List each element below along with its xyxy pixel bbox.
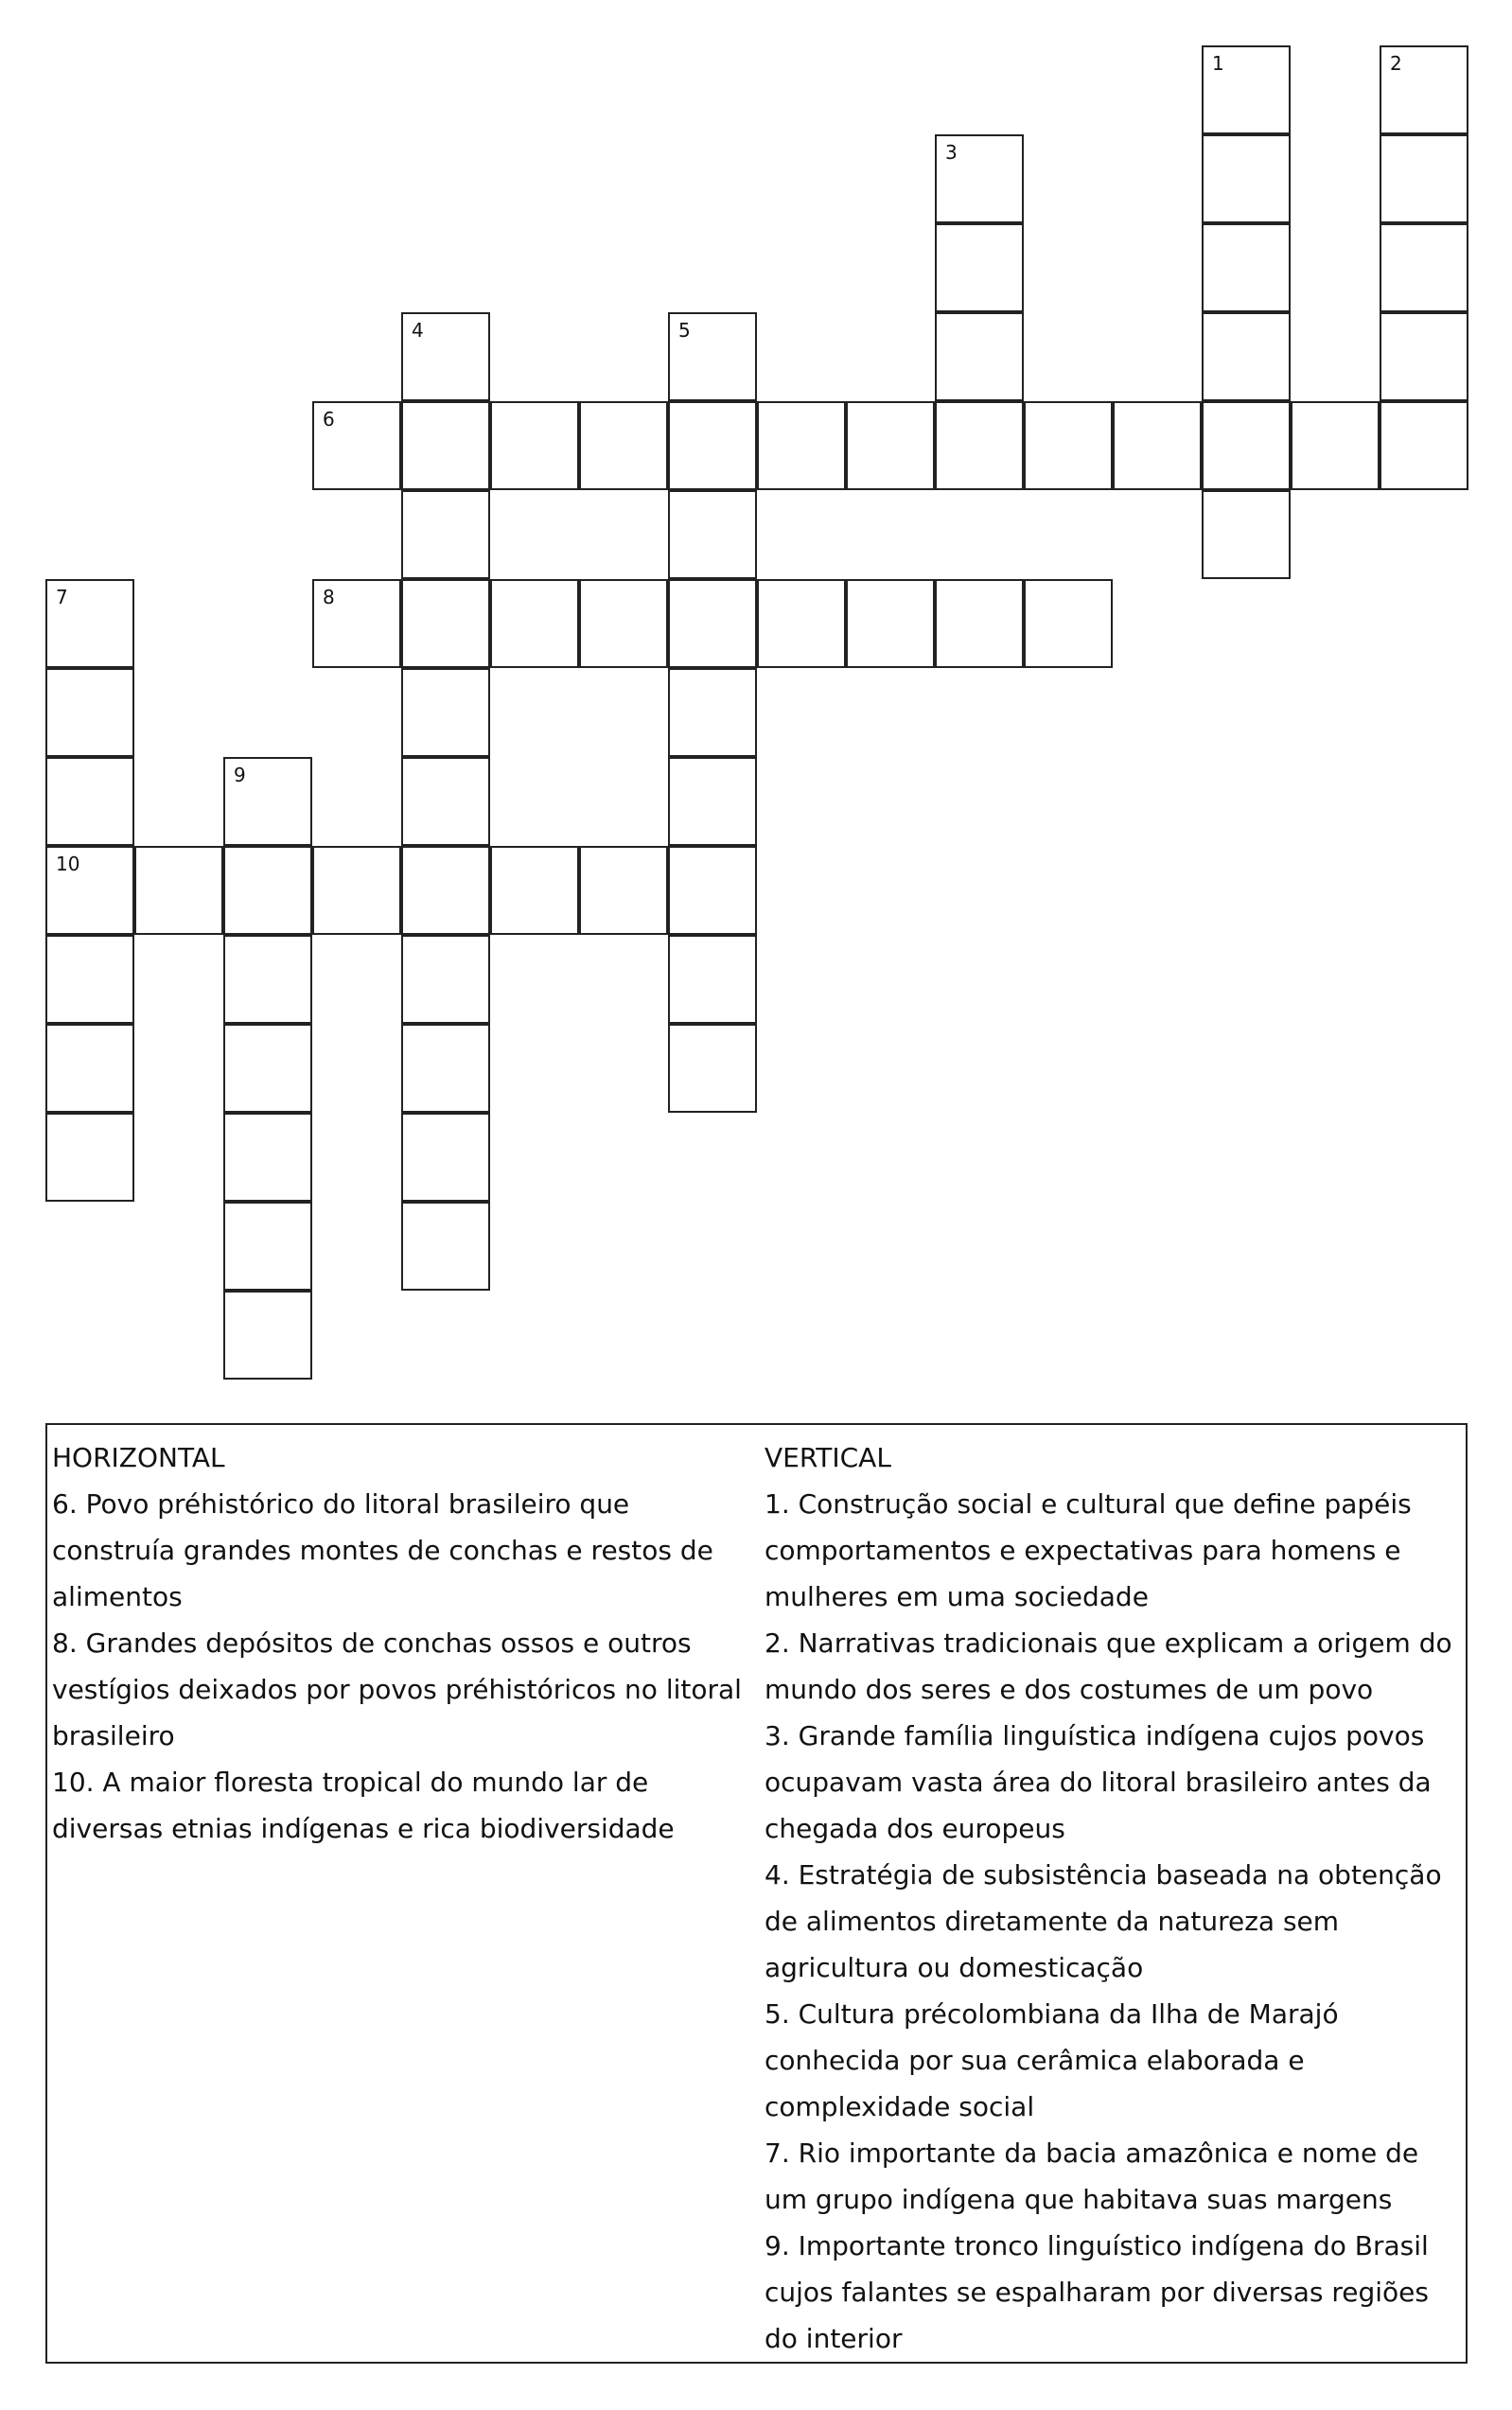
clue-vertical-2: 2. Narrativas tradicionais que explicam a origem do mundo dos seres e dos costumes de um povo [765,1627,1452,1705]
grid-cell[interactable] [223,1024,312,1113]
grid-cell[interactable] [579,579,668,668]
grid-cell[interactable] [401,490,490,579]
grid-cell[interactable] [846,401,935,490]
grid-cell[interactable] [312,401,401,490]
grid-cell[interactable] [45,579,134,668]
grid-cell[interactable] [223,846,312,935]
clue-horizontal-8: 8. Grandes depósitos de conchas ossos e outros vestígios deixados por povos préhistóricos no litoral brasileiro [52,1627,742,1751]
clue-number: 10 [56,853,80,875]
vertical-clues-column [765,1434,1460,2362]
grid-cell[interactable] [1202,312,1291,401]
grid-cell[interactable] [1202,401,1291,490]
grid-cell[interactable] [668,401,757,490]
grid-cell[interactable] [223,1202,312,1291]
clue-vertical-1: 1. Construção social e cultural que define papéis comportamentos e expectativas para homens e mulheres em uma sociedade [765,1488,1412,1612]
grid-cell[interactable] [312,846,401,935]
grid-cell[interactable] [579,846,668,935]
grid-cell[interactable] [223,1113,312,1202]
grid-cell[interactable] [1380,312,1468,401]
clue-number: 3 [945,141,958,164]
grid-cell[interactable] [668,757,757,846]
grid-cell[interactable] [223,757,312,846]
grid-cell[interactable] [223,935,312,1024]
grid-cell[interactable] [1202,45,1291,134]
grid-cell[interactable] [1024,579,1113,668]
grid-cell[interactable] [668,579,757,668]
grid-cell[interactable] [935,579,1024,668]
grid-cell[interactable] [134,846,223,935]
grid-cell[interactable] [757,401,846,490]
grid-cell[interactable] [401,846,490,935]
clue-number: 1 [1212,52,1224,75]
grid-cell[interactable] [312,579,401,668]
clue-number: 4 [412,319,424,342]
grid-cell[interactable] [401,401,490,490]
grid-cell[interactable] [1291,401,1380,490]
grid-cell[interactable] [668,668,757,757]
grid-cell[interactable] [45,1024,134,1113]
grid-cell[interactable] [668,935,757,1024]
grid-cell[interactable] [45,757,134,846]
grid-cell[interactable] [45,1113,134,1202]
grid-cell[interactable] [401,935,490,1024]
grid-cell[interactable] [45,935,134,1024]
grid-cell[interactable] [935,312,1024,401]
clue-horizontal-6: 6. Povo préhistórico do litoral brasileiro que construía grandes montes de conchas e restos de alimentos [52,1488,713,1612]
clue-number: 2 [1390,52,1402,75]
grid-cell[interactable] [401,312,490,401]
grid-cell[interactable] [45,846,134,935]
clue-number: 9 [234,764,246,786]
grid-cell[interactable] [45,668,134,757]
clue-number: 6 [323,408,335,431]
grid-cell[interactable] [1024,401,1113,490]
grid-cell[interactable] [490,846,579,935]
grid-cell[interactable] [490,401,579,490]
clue-vertical-9: 9. Importante tronco linguístico indígena do Brasil cujos falantes se espalharam por diversas regiões do interior [765,2230,1429,2354]
clue-vertical-5: 5. Cultura précolombiana da Ilha de Marajó conhecida por sua cerâmica elaborada e complexidade social [765,1998,1339,2122]
grid-cell[interactable] [846,579,935,668]
clue-horizontal-10: 10. A maior floresta tropical do mundo lar de diversas etnias indígenas e rica biodiversidade [52,1767,675,1844]
grid-cell[interactable] [668,846,757,935]
grid-cell[interactable] [401,757,490,846]
grid-cell[interactable] [1113,401,1202,490]
clue-vertical-3: 3. Grande família linguística indígena cujos povos ocupavam vasta área do litoral brasileiro antes da chegada dos europeus [765,1720,1432,1844]
grid-cell[interactable] [401,668,490,757]
grid-cell[interactable] [401,1024,490,1113]
grid-cell[interactable] [401,1202,490,1291]
clue-vertical-7: 7. Rio importante da bacia amazônica e nome de um grupo indígena que habitava suas margens [765,2137,1419,2215]
grid-cell[interactable] [1380,45,1468,134]
grid-cell[interactable] [1202,490,1291,579]
grid-cell[interactable] [579,401,668,490]
grid-cell[interactable] [490,579,579,668]
grid-cell[interactable] [401,1113,490,1202]
horizontal-heading: HORIZONTAL [52,1442,225,1473]
grid-cell[interactable] [1380,401,1468,490]
grid-cell[interactable] [668,490,757,579]
grid-cell[interactable] [1380,134,1468,223]
clue-number: 8 [323,586,335,608]
grid-cell[interactable] [401,579,490,668]
grid-cell[interactable] [668,312,757,401]
grid-cell[interactable] [1202,134,1291,223]
grid-cell[interactable] [668,1024,757,1113]
vertical-heading: VERTICAL [765,1442,891,1473]
grid-cell[interactable] [1380,223,1468,312]
clue-number: 5 [678,319,691,342]
horizontal-clues-column [52,1434,752,1852]
clues-box [45,1423,1468,2364]
clue-number: 7 [56,586,68,608]
grid-cell[interactable] [935,134,1024,223]
grid-cell[interactable] [935,401,1024,490]
grid-cell[interactable] [223,1291,312,1380]
clue-vertical-4: 4. Estratégia de subsistência baseada na obtenção de alimentos diretamente da natureza sem agricultura ou domesticação [765,1859,1442,1983]
grid-cell[interactable] [1202,223,1291,312]
grid-cell[interactable] [935,223,1024,312]
grid-cell[interactable] [757,579,846,668]
